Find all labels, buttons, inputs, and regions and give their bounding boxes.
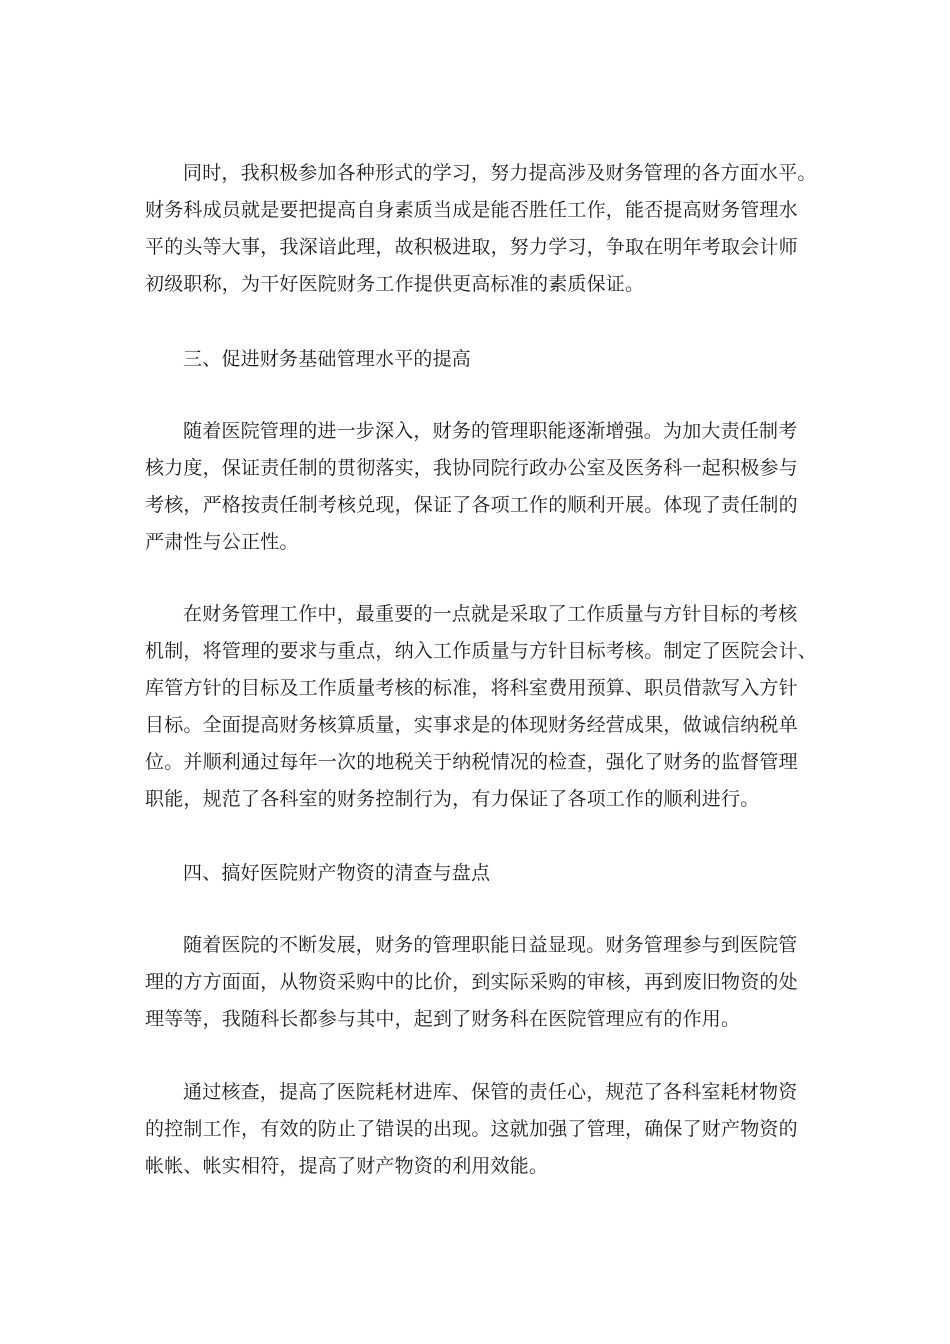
section-heading-three bbox=[145, 341, 825, 378]
text-line: 初级职称，为干好医院财务工作提供更高标准的素质保证。 bbox=[145, 273, 645, 295]
paragraph-assessment bbox=[145, 596, 825, 818]
text-line: 的控制工作，有效的防止了错误的出现。这就加强了管理，确保了财产物资的 bbox=[145, 1118, 798, 1140]
text-line: 考核，严格按责任制考核兑现，保证了各项工作的顺利开展。体现了责任制的 bbox=[145, 494, 798, 516]
heading-text: 四、搞好医院财产物资的清查与盘点 bbox=[183, 862, 491, 884]
text-line: 平的头等大事，我深谙此理，故积极进取，努力学习，争取在明年考取会计师 bbox=[145, 236, 798, 258]
text-line: 目标。全面提高财务核算质量，实事求是的体现财务经营成果，做诚信纳税单 bbox=[145, 714, 798, 736]
text-line: 同时，我积极参加各种形式的学习，努力提高涉及财务管理的各方面水平。 bbox=[183, 162, 817, 184]
paragraph-verification bbox=[145, 1074, 825, 1185]
text-line: 核力度，保证责任制的贯彻落实，我协同院行政办公室及医务科一起积极参与 bbox=[145, 457, 798, 479]
section-heading-four bbox=[145, 855, 825, 892]
text-line: 在财务管理工作中，最重要的一点就是采取了工作质量与方针目标的考核 bbox=[183, 603, 798, 625]
heading-text: 三、促进财务基础管理水平的提高 bbox=[183, 348, 472, 370]
text-line: 机制，将管理的要求与重点，纳入工作质量与方针目标考核。制定了医院会计、 bbox=[145, 640, 818, 662]
text-line: 职能，规范了各科室的财务控制行为，有力保证了各项工作的顺利进行。 bbox=[145, 788, 760, 810]
text-line: 通过核查，提高了医院耗材进库、保管的责任心，规范了各科室耗材物资 bbox=[183, 1081, 798, 1103]
text-line: 理的方方面面，从物资采购中的比价，到实际采购的审核，再到废旧物资的处 bbox=[145, 971, 798, 993]
paragraph-responsibility bbox=[145, 413, 825, 561]
paragraph-study bbox=[145, 155, 825, 303]
text-line: 随着医院的不断发展，财务的管理职能日益显现。财务管理参与到医院管 bbox=[183, 934, 798, 956]
text-line: 帐帐、帐实相符，提高了财产物资的利用效能。 bbox=[145, 1155, 549, 1177]
text-line: 财务科成员就是要把提高自身素质当成是能否胜任工作，能否提高财务管理水 bbox=[145, 199, 798, 221]
text-line: 严肃性与公正性。 bbox=[145, 531, 299, 553]
text-line: 库管方针的目标及工作质量考核的标准，将科室费用预算、职员借款写入方针 bbox=[145, 677, 798, 699]
text-line: 随着医院管理的进一步深入，财务的管理职能逐渐增强。为加大责任制考 bbox=[183, 420, 798, 442]
text-line: 位。并顺利通过每年一次的地税关于纳税情况的检查，强化了财务的监督管理 bbox=[145, 751, 798, 773]
text-line: 理等等，我随科长都参与其中，起到了财务科在医院管理应有的作用。 bbox=[145, 1008, 741, 1030]
paragraph-development bbox=[145, 927, 825, 1038]
